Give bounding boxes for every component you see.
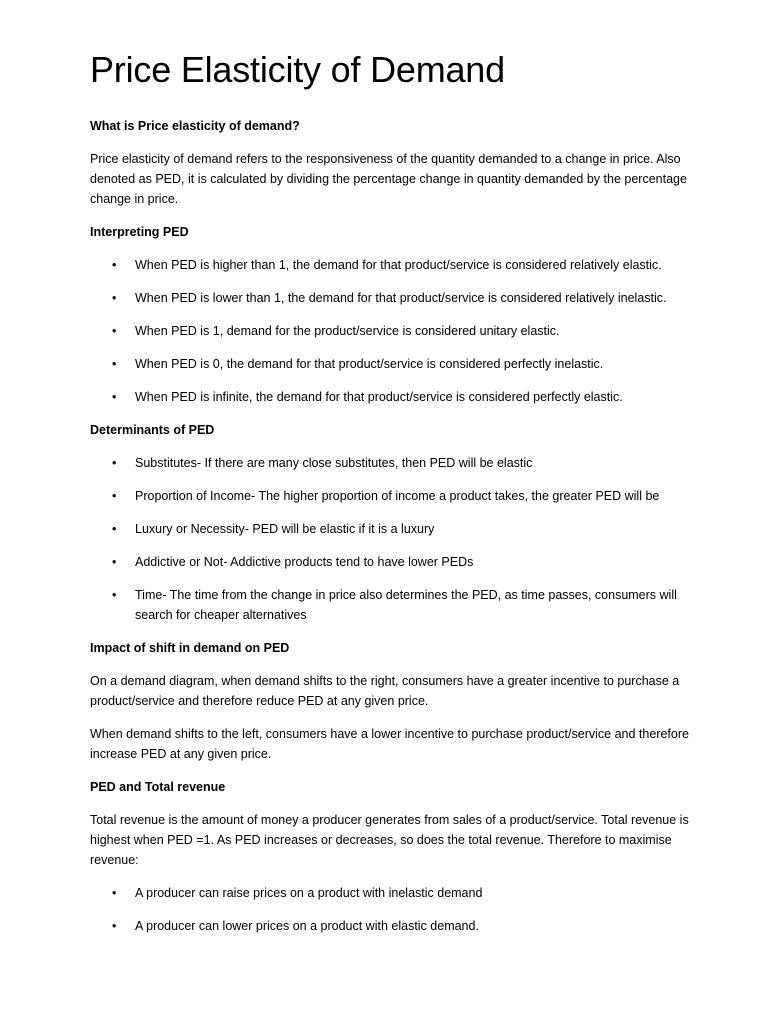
bullet-list-interpreting — [90, 255, 690, 407]
list-item-text: Addictive or Not- Addictive products tend to have lower PEDs — [135, 555, 474, 569]
bullet-icon: • — [112, 258, 117, 272]
list-item-text: When PED is 0, the demand for that product/service is considered perfectly inelastic. — [135, 357, 604, 371]
list-item — [90, 883, 690, 903]
list-item — [90, 387, 690, 407]
list-item-text: Luxury or Necessity- PED will be elastic if it is a luxury — [135, 522, 435, 536]
bullet-icon: • — [112, 588, 117, 602]
paragraph-definition: Price elasticity of demand refers to the responsiveness of the quantity demanded to a change in price. Also denoted as PED, it is calculated by dividing the percentage change in quantity demanded by the percentage change in price. — [90, 152, 687, 206]
list-item-text: Proportion of Income- The higher proportion of income a product takes, the greater PED will be — [135, 489, 660, 503]
list-item-text: A producer can raise prices on a product with inelastic demand — [135, 886, 483, 900]
section-heading-interpreting-ped: Interpreting PED — [90, 225, 189, 239]
bullet-icon: • — [112, 357, 117, 371]
list-item — [90, 255, 690, 275]
list-item-text: When PED is infinite, the demand for that product/service is considered perfectly elastic. — [135, 390, 623, 404]
list-item-text: A producer can lower prices on a product with elastic demand. — [135, 919, 479, 933]
page-title: Price Elasticity of Demand — [90, 49, 505, 90]
list-item — [90, 552, 690, 572]
bullet-icon: • — [112, 522, 117, 536]
bullet-icon: • — [112, 390, 117, 404]
document-page — [90, 48, 690, 949]
list-item-text: Substitutes- If there are many close substitutes, then PED will be elastic — [135, 456, 533, 470]
list-item — [90, 519, 690, 539]
section-heading-determinants: Determinants of PED — [90, 423, 215, 437]
bullet-icon: • — [112, 886, 117, 900]
paragraph-shift-right: On a demand diagram, when demand shifts to the right, consumers have a greater incentive to purchase a product/service and therefore reduce PED at any given price. — [90, 674, 680, 708]
bullet-icon: • — [112, 291, 117, 305]
bullet-icon: • — [112, 919, 117, 933]
list-item — [90, 354, 690, 374]
bullet-icon: • — [112, 324, 117, 338]
paragraph-shift-left: When demand shifts to the left, consumers have a lower incentive to purchase product/service and therefore increase PED at any given price. — [90, 727, 689, 761]
list-item — [90, 916, 690, 936]
bullet-icon: • — [112, 555, 117, 569]
paragraph-total-revenue: Total revenue is the amount of money a producer generates from sales of a product/service. Total revenue is highest when PED =1. As PED increases or decreases, so does the total revenue. Therefore to maximise revenue: — [90, 813, 689, 867]
list-item-text: When PED is 1, demand for the product/service is considered unitary elastic. — [135, 324, 560, 338]
section-heading-shift-in-demand: Impact of shift in demand on PED — [90, 641, 290, 655]
list-item — [90, 486, 690, 506]
bullet-icon: • — [112, 456, 117, 470]
list-item-text: When PED is higher than 1, the demand for that product/service is considered relatively elastic. — [135, 258, 662, 272]
list-item — [90, 321, 690, 341]
list-item-text: When PED is lower than 1, the demand for that product/service is considered relatively inelastic. — [135, 291, 667, 305]
section-heading-total-revenue: PED and Total revenue — [90, 780, 226, 794]
list-item — [90, 288, 690, 308]
bullet-list-determinants — [90, 453, 690, 625]
list-item — [90, 453, 690, 473]
list-item — [90, 585, 690, 625]
section-heading-what-is-ped: What is Price elasticity of demand? — [90, 119, 300, 133]
bullet-list-revenue — [90, 883, 690, 936]
bullet-icon: • — [112, 489, 117, 503]
list-item-text: Time- The time from the change in price also determines the PED, as time passes, consumers will search for cheaper alternatives — [135, 588, 677, 622]
